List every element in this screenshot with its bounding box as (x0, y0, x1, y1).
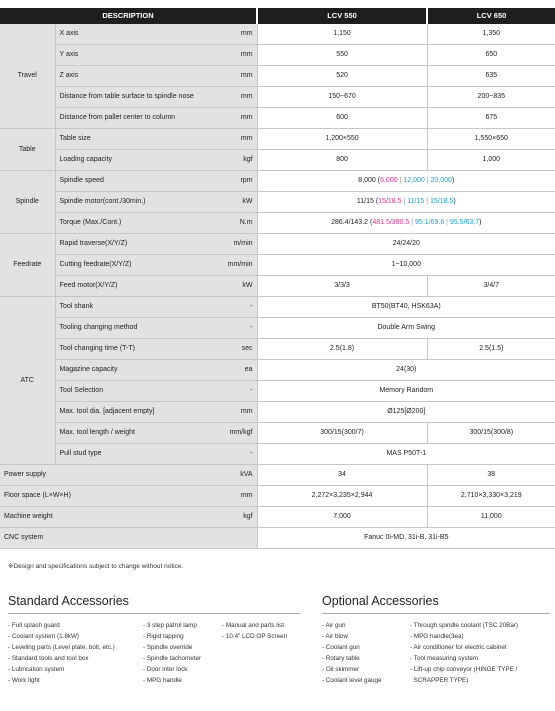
value-shared: Double Arm Swing (257, 318, 555, 339)
table-row (0, 381, 555, 402)
item-label: Rapid traverse(X/Y/Z) (55, 234, 220, 255)
item-label: Feed motor(X/Y/Z) (55, 276, 220, 297)
unit-label: kW (220, 192, 257, 213)
value-option-blue: 11/15 (407, 198, 425, 206)
list-item: - Air conditioner for electric cabinet (410, 644, 507, 651)
table-row (0, 24, 555, 45)
list-item: - Tool measuring system (410, 655, 479, 662)
unit-label: sec (220, 339, 257, 360)
header-model-lcv650: LCV 650 (427, 8, 555, 24)
unit-label: mm (220, 402, 257, 423)
item-label: Torque (Max./Cont.) (55, 213, 220, 234)
value-lcv550: 550 (257, 45, 427, 66)
item-label-machine-weight: Machine weight (0, 507, 220, 528)
value-lcv650: 2,710×3,330×3,219 (427, 486, 555, 507)
list-item: - Rotary table (322, 655, 360, 662)
value-close: ) (479, 219, 482, 227)
list-item: - Standard tools and tool box (8, 655, 89, 662)
table-row (0, 297, 555, 318)
unit-label: kVA (220, 465, 257, 486)
table-row (0, 234, 555, 255)
table-row (0, 465, 555, 486)
unit-label: mm (220, 129, 257, 150)
unit-label: kW (220, 276, 257, 297)
table-row (0, 150, 555, 171)
list-item: - Spindle override (143, 644, 193, 651)
unit-label: N.m (220, 213, 257, 234)
optional-accessories-title: Optional Accessories (322, 594, 439, 608)
spec-header-row (0, 8, 555, 24)
standard-accessories-col2 (143, 620, 201, 686)
value-lcv550: 800 (257, 150, 427, 171)
value-lcv650: 1,550×650 (427, 129, 555, 150)
unit-label: mm (220, 66, 257, 87)
value-shared (257, 171, 555, 192)
list-item: - MPG handle(3ea) (410, 633, 464, 640)
unit-label: - (220, 318, 257, 339)
table-row (0, 213, 555, 234)
table-row (0, 486, 555, 507)
table-row (0, 171, 555, 192)
value-lcv550: 3/3/3 (257, 276, 427, 297)
table-row (0, 66, 555, 87)
value-lcv550: 1,150 (257, 24, 427, 45)
list-item: - Manual and parts list (222, 622, 284, 629)
table-row (0, 528, 555, 549)
list-item: - Lubrication system (8, 666, 65, 673)
table-row (0, 360, 555, 381)
optional-accessories-col2 (410, 620, 518, 686)
value-option-blue: 95.5/63.7 (449, 219, 480, 227)
table-row (0, 423, 555, 444)
value-lcv550: 2,272×3,235×2,944 (257, 486, 427, 507)
value-lcv650: 38 (427, 465, 555, 486)
item-label: Tool Selection (55, 381, 220, 402)
value-lcv650: 650 (427, 45, 555, 66)
header-description: DESCRIPTION (0, 8, 257, 24)
unit-label: rpm (220, 171, 257, 192)
item-label: Distance from table surface to spindle nose (55, 87, 220, 108)
value-shared: MAS P50T-1 (257, 444, 555, 465)
value-lcv650: 1,350 (427, 24, 555, 45)
list-item: - Rigid tapping (143, 633, 184, 640)
list-item: - Coolant system (1.8kW) (8, 633, 80, 640)
table-row (0, 255, 555, 276)
list-item: - 10.4" LCD OP Screen (222, 633, 288, 640)
item-label: Tooling changing method (55, 318, 220, 339)
unit-label: mm (220, 24, 257, 45)
header-model-lcv550: LCV 550 (257, 8, 427, 24)
item-label-power-supply: Power supply (0, 465, 220, 486)
value-base: 286.4/143.2 ( (331, 219, 373, 227)
value-option-blue: 12,000 (403, 177, 425, 185)
item-label: Table size (55, 129, 220, 150)
value-lcv650: 635 (427, 66, 555, 87)
item-label: Tool shank (55, 297, 220, 318)
group-label-spindle: Spindle (0, 171, 55, 234)
group-label-table: Table (0, 129, 55, 171)
value-lcv550: 7,000 (257, 507, 427, 528)
optional-accessories-col1 (322, 620, 382, 686)
value-lcv650: 2.5(1.5) (427, 339, 555, 360)
group-label-feedrate: Feedrate (0, 234, 55, 297)
item-label: Spindle motor(cont./30min.) (55, 192, 220, 213)
list-item: - Leveling parts (Level plate, bolt, etc.) (8, 644, 115, 651)
unit-label: mm/kgf (220, 423, 257, 444)
optional-accessories-divider (322, 613, 550, 614)
disclaimer-note: ※Design and specifications subject to change without notice. (8, 563, 184, 570)
group-label-travel: Travel (0, 24, 55, 129)
value-separator: | (409, 219, 416, 227)
value-lcv650: 200~835 (427, 87, 555, 108)
item-label: Z axis (55, 66, 220, 87)
unit-label: m/min (220, 234, 257, 255)
value-lcv650: 3/4/7 (427, 276, 555, 297)
list-item: - MPG handle (143, 677, 182, 684)
value-option-pink: 15/18.5 (378, 198, 402, 206)
value-shared: Ø125[Ø200] (257, 402, 555, 423)
table-row (0, 192, 555, 213)
spec-table (0, 8, 555, 549)
value-shared: Memory Random (257, 381, 555, 402)
standard-accessories-col3 (222, 620, 287, 642)
value-lcv550: 300/15(300/7) (257, 423, 427, 444)
value-lcv550: 34 (257, 465, 427, 486)
value-lcv650: 1,000 (427, 150, 555, 171)
item-label-cnc-system: CNC system (0, 528, 257, 549)
item-label: Y axis (55, 45, 220, 66)
table-row (0, 444, 555, 465)
list-item: - Full splash guard (8, 622, 60, 629)
unit-label: mm (220, 486, 257, 507)
list-item: - Air blow (322, 633, 348, 640)
value-shared: BT50(BT40, HSK63A) (257, 297, 555, 318)
value-option-blue: 15/18.5 (429, 198, 454, 206)
list-item: - Work light (8, 677, 40, 684)
list-item: - Oil skimmer (322, 666, 360, 673)
value-option-pink: 6,000 (380, 177, 398, 185)
unit-label: mm (220, 87, 257, 108)
unit-label: - (220, 444, 257, 465)
table-row (0, 507, 555, 528)
table-row (0, 108, 555, 129)
list-item: - Through spindle coolant (TSC 20Bar) (410, 622, 519, 629)
item-label-floor-space: Floor space (L×W×H) (0, 486, 220, 507)
value-lcv550: 1,200×550 (257, 129, 427, 150)
value-shared: 1~10,000 (257, 255, 555, 276)
value-lcv650: 300/15(300/8) (427, 423, 555, 444)
list-item: - 3 step patrol lamp (143, 622, 197, 629)
table-row (0, 129, 555, 150)
item-label: Loading capacity (55, 150, 220, 171)
table-row (0, 402, 555, 423)
list-item: - Coolant level gauge (322, 677, 382, 684)
unit-label: mm/min (220, 255, 257, 276)
unit-label: mm (220, 45, 257, 66)
value-separator: | (424, 177, 431, 185)
group-label-atc: ATC (0, 297, 55, 465)
list-item: - Door inter lock (143, 666, 188, 673)
standard-accessories-col1 (8, 620, 115, 686)
value-shared: 24/24/20 (257, 234, 555, 255)
value-close: ) (453, 198, 456, 206)
item-label: Distance from pallet center to column (55, 108, 220, 129)
unit-label: - (220, 297, 257, 318)
item-label: Tool changing time (T-T) (55, 339, 220, 360)
value-separator: | (444, 219, 450, 227)
item-label: Magazine capacity (55, 360, 220, 381)
item-label: Pull stud type (55, 444, 220, 465)
value-lcv650: 11,000 (427, 507, 555, 528)
list-item: SCRAPPER TYPE) (410, 677, 469, 684)
value-separator: | (397, 177, 404, 185)
value-separator: | (424, 198, 430, 206)
value-shared (257, 213, 555, 234)
value-separator: | (401, 198, 408, 206)
value-lcv550: 2.5(1.8) (257, 339, 427, 360)
unit-label: kgf (220, 150, 257, 171)
value-option-blue: 20,000 (430, 177, 452, 185)
item-label: Max. tool length / weight (55, 423, 220, 444)
value-lcv650: 675 (427, 108, 555, 129)
item-label: Spindle speed (55, 171, 220, 192)
value-close: ) (451, 177, 455, 185)
value-shared: Fanuc 0i-MD, 31i-B, 31i-B5 (257, 528, 555, 549)
item-label: X axis (55, 24, 220, 45)
value-option-blue: 95.1/69.6 (415, 219, 445, 227)
list-item: - Lift-up chip conveyor (HINGE TYPE / (410, 666, 518, 673)
value-lcv550: 150~670 (257, 87, 427, 108)
unit-label: kgf (220, 507, 257, 528)
table-row (0, 87, 555, 108)
list-item: - Spindle tachometer (143, 655, 202, 662)
value-base: 8,000 ( (358, 177, 381, 185)
value-base: 11/15 ( (356, 198, 379, 206)
value-shared: 24(30) (257, 360, 555, 381)
item-label: Max. tool dia. [adjacent empty] (55, 402, 220, 423)
table-row (0, 318, 555, 339)
list-item: - Air gun (322, 622, 346, 629)
list-item: - Coolant gun (322, 644, 360, 651)
value-shared (257, 192, 555, 213)
unit-label: - (220, 381, 257, 402)
value-option-pink: 481.5/390.5 (372, 219, 410, 227)
value-lcv550: 600 (257, 108, 427, 129)
item-label: Cutting feedrate(X/Y/Z) (55, 255, 220, 276)
table-row (0, 339, 555, 360)
table-row (0, 45, 555, 66)
standard-accessories-title: Standard Accessories (8, 594, 129, 608)
standard-accessories-divider (8, 613, 300, 614)
unit-label: ea (220, 360, 257, 381)
table-row (0, 276, 555, 297)
value-lcv550: 520 (257, 66, 427, 87)
unit-label: mm (220, 108, 257, 129)
